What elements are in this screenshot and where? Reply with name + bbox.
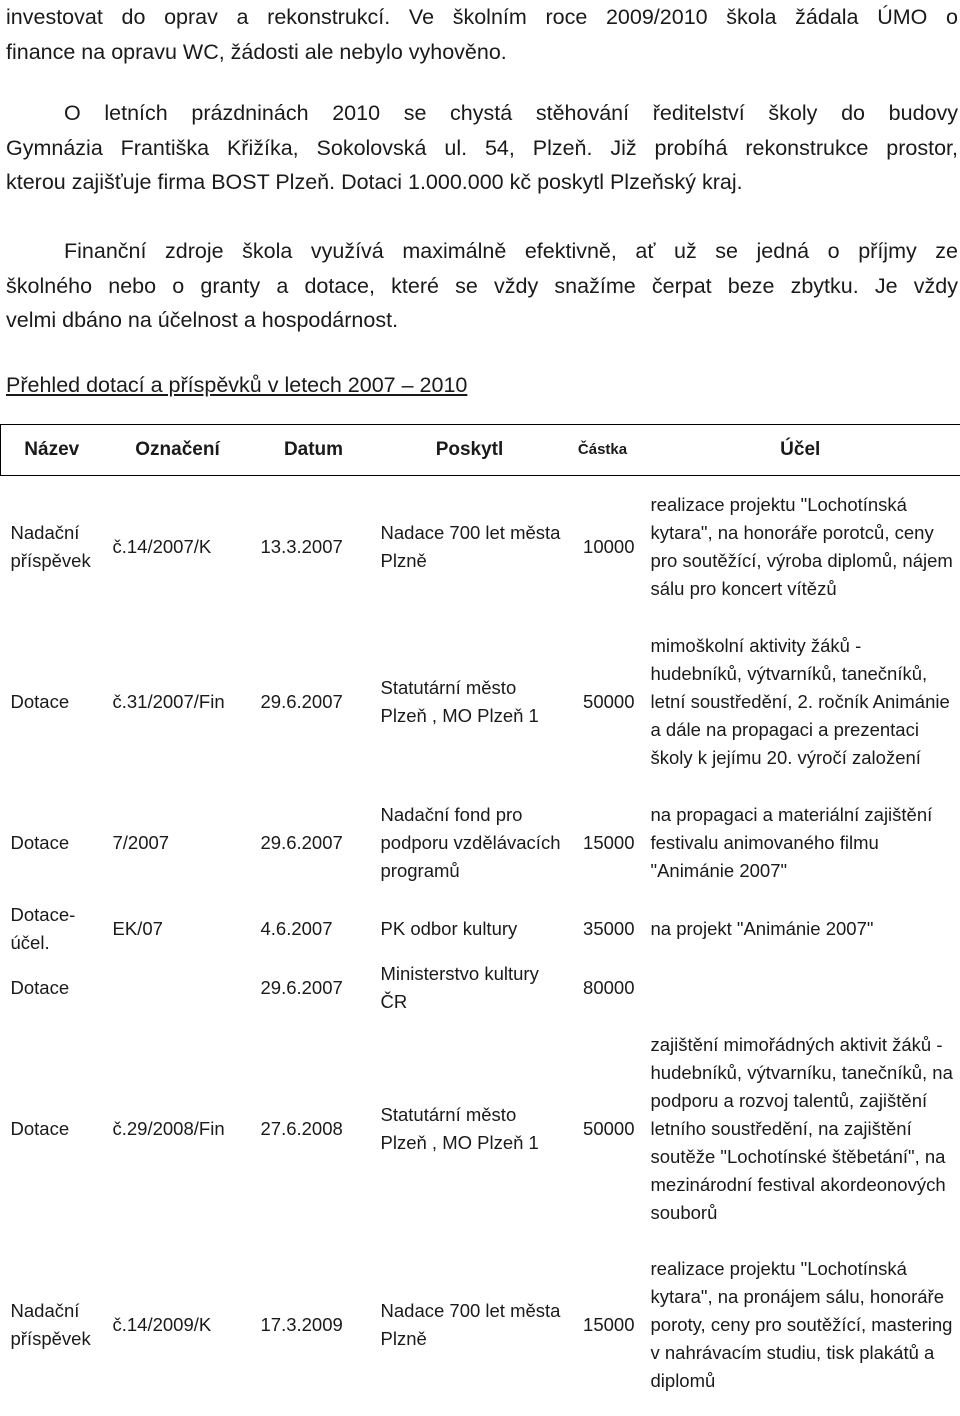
- table-row: [1, 958, 960, 1018]
- table-row: [1, 900, 960, 958]
- text-line: Gymnázia Františka Křižíka, Sokolovská ul. 54, Plzeň. Již probíhá rekonstrukce prostor,: [6, 135, 958, 160]
- text-line: O letních prázdninách 2010 se chystá stěhování ředitelství školy do budovy: [64, 101, 958, 125]
- cell-date: 4.6.2007: [260, 917, 333, 939]
- cell-purpose: zajištění mimořádných aktivit žáků - hudebníků, výtvarníku, tanečníků, na podporu a rozvoj talentů, zajištění letního soustředění, na zajištění soutěže "Lochotínské štěbetání", na mezinárodní festival akordeonových souborů: [650, 1033, 953, 1223]
- paragraph-relocation: [6, 96, 958, 200]
- header-code: Označení: [135, 439, 220, 460]
- cell-code: č.29/2008/Fin: [112, 1117, 225, 1139]
- cell-provider: Nadační fond pro podporu vzdělávacích programů: [380, 803, 561, 881]
- cell-provider: Nadace 700 let města Plzně: [380, 1299, 561, 1349]
- cell-code: č.14/2007/K: [112, 535, 212, 557]
- grants-table: [0, 424, 960, 1410]
- cell-date: 29.6.2007: [260, 831, 343, 853]
- cell-purpose: [641, 958, 960, 1018]
- text-line: školného nebo o granty a dotace, které se vždy snažíme čerpat beze zbytku. Je vždy: [6, 273, 958, 298]
- paragraph-finances: [6, 234, 958, 338]
- cell-code: č.14/2009/K: [112, 1313, 212, 1335]
- cell-provider: Statutární město Plzeň , MO Plzeň 1: [380, 676, 539, 726]
- header-amount: Částka: [577, 441, 628, 458]
- table-row: [1, 476, 960, 618]
- cell-type: Dotace-účel.: [10, 903, 76, 953]
- cell-type: Dotace: [10, 1117, 70, 1139]
- section-heading: Přehled dotací a příspěvků v letech 2007 – 2010: [6, 373, 468, 397]
- cell-amount: 15000: [583, 831, 635, 853]
- cell-code: č.31/2007/Fin: [112, 690, 225, 712]
- cell-amount: 35000: [583, 917, 635, 939]
- cell-provider: Ministerstvo kultury ČR: [380, 962, 539, 1012]
- cell-purpose: na propagaci a materiální zajištění festivalu animovaného filmu "Animánie 2007": [650, 803, 933, 881]
- cell-purpose: na projekt "Animánie 2007": [650, 917, 874, 939]
- cell-amount: 80000: [583, 976, 635, 998]
- cell-purpose: mimoškolní aktivity žáků - hudebníků, výtvarníků, tanečníků, letní soustředění, 2. ročník Animánie a dále na propagaci a prezentaci školy k jejímu 20. výročí založení: [650, 634, 950, 768]
- cell-provider: PK odbor kultury: [380, 917, 518, 939]
- cell-date: 29.6.2007: [260, 976, 343, 998]
- cell-amount: 15000: [583, 1313, 635, 1335]
- text-line: finance na opravu WC, žádosti ale nebylo vyhověno.: [6, 39, 507, 64]
- cell-code: EK/07: [112, 917, 163, 939]
- cell-purpose: realizace projektu "Lochotínská kytara", na honoráře porotců, ceny pro soutěžící, výroba diplomů, nájem sálu pro koncert vítězů: [650, 493, 953, 599]
- cell-type: Dotace: [10, 690, 70, 712]
- header-date: Datum: [283, 439, 344, 460]
- cell-type: Nadační příspěvek: [10, 521, 91, 571]
- cell-amount: 50000: [583, 690, 635, 712]
- table-header-row: [1, 425, 960, 476]
- table-row: [1, 1018, 960, 1240]
- text-line: kterou zajišťuje firma BOST Plzeň. Dotaci 1.000.000 kč poskytl Plzeňský kraj.: [6, 170, 743, 194]
- cell-amount: 10000: [583, 535, 635, 557]
- header-purpose: Účel: [780, 439, 821, 460]
- cell-purpose: realizace projektu "Lochotínská kytara", na pronájem sálu, honoráře poroty, ceny pro soutěžící, mastering v nahrávacím studiu, tisk plakátů a diplomů: [650, 1257, 953, 1391]
- cell-code: [103, 958, 253, 1018]
- cell-date: 17.3.2009: [260, 1313, 343, 1335]
- cell-amount: 50000: [583, 1117, 635, 1139]
- cell-date: 13.3.2007: [260, 535, 343, 557]
- text-line: Finanční zdroje škola využívá maximálně efektivně, ať už se jedná o příjmy ze: [64, 239, 958, 263]
- header-provider: Poskytl: [435, 439, 504, 460]
- cell-date: 29.6.2007: [260, 690, 343, 712]
- cell-date: 27.6.2008: [260, 1117, 343, 1139]
- cell-type: Nadační příspěvek: [10, 1299, 91, 1349]
- table-row: [1, 618, 960, 786]
- cell-provider: Statutární město Plzeň , MO Plzeň 1: [380, 1103, 539, 1153]
- text-line: velmi dbáno na účelnost a hospodárnost.: [6, 308, 399, 332]
- cell-type: Dotace: [10, 976, 70, 998]
- header-type: Název: [24, 439, 80, 460]
- cell-provider: Nadace 700 let města Plzně: [380, 521, 561, 571]
- table-row: [1, 786, 960, 900]
- table-row: [1, 1240, 960, 1410]
- text-line: investovat do oprav a rekonstrukcí. Ve školním roce 2009/2010 škola žádala ÚMO o: [6, 5, 958, 29]
- cell-type: Dotace: [10, 831, 70, 853]
- cell-code: 7/2007: [112, 831, 170, 853]
- paragraph-repairs: [6, 0, 958, 69]
